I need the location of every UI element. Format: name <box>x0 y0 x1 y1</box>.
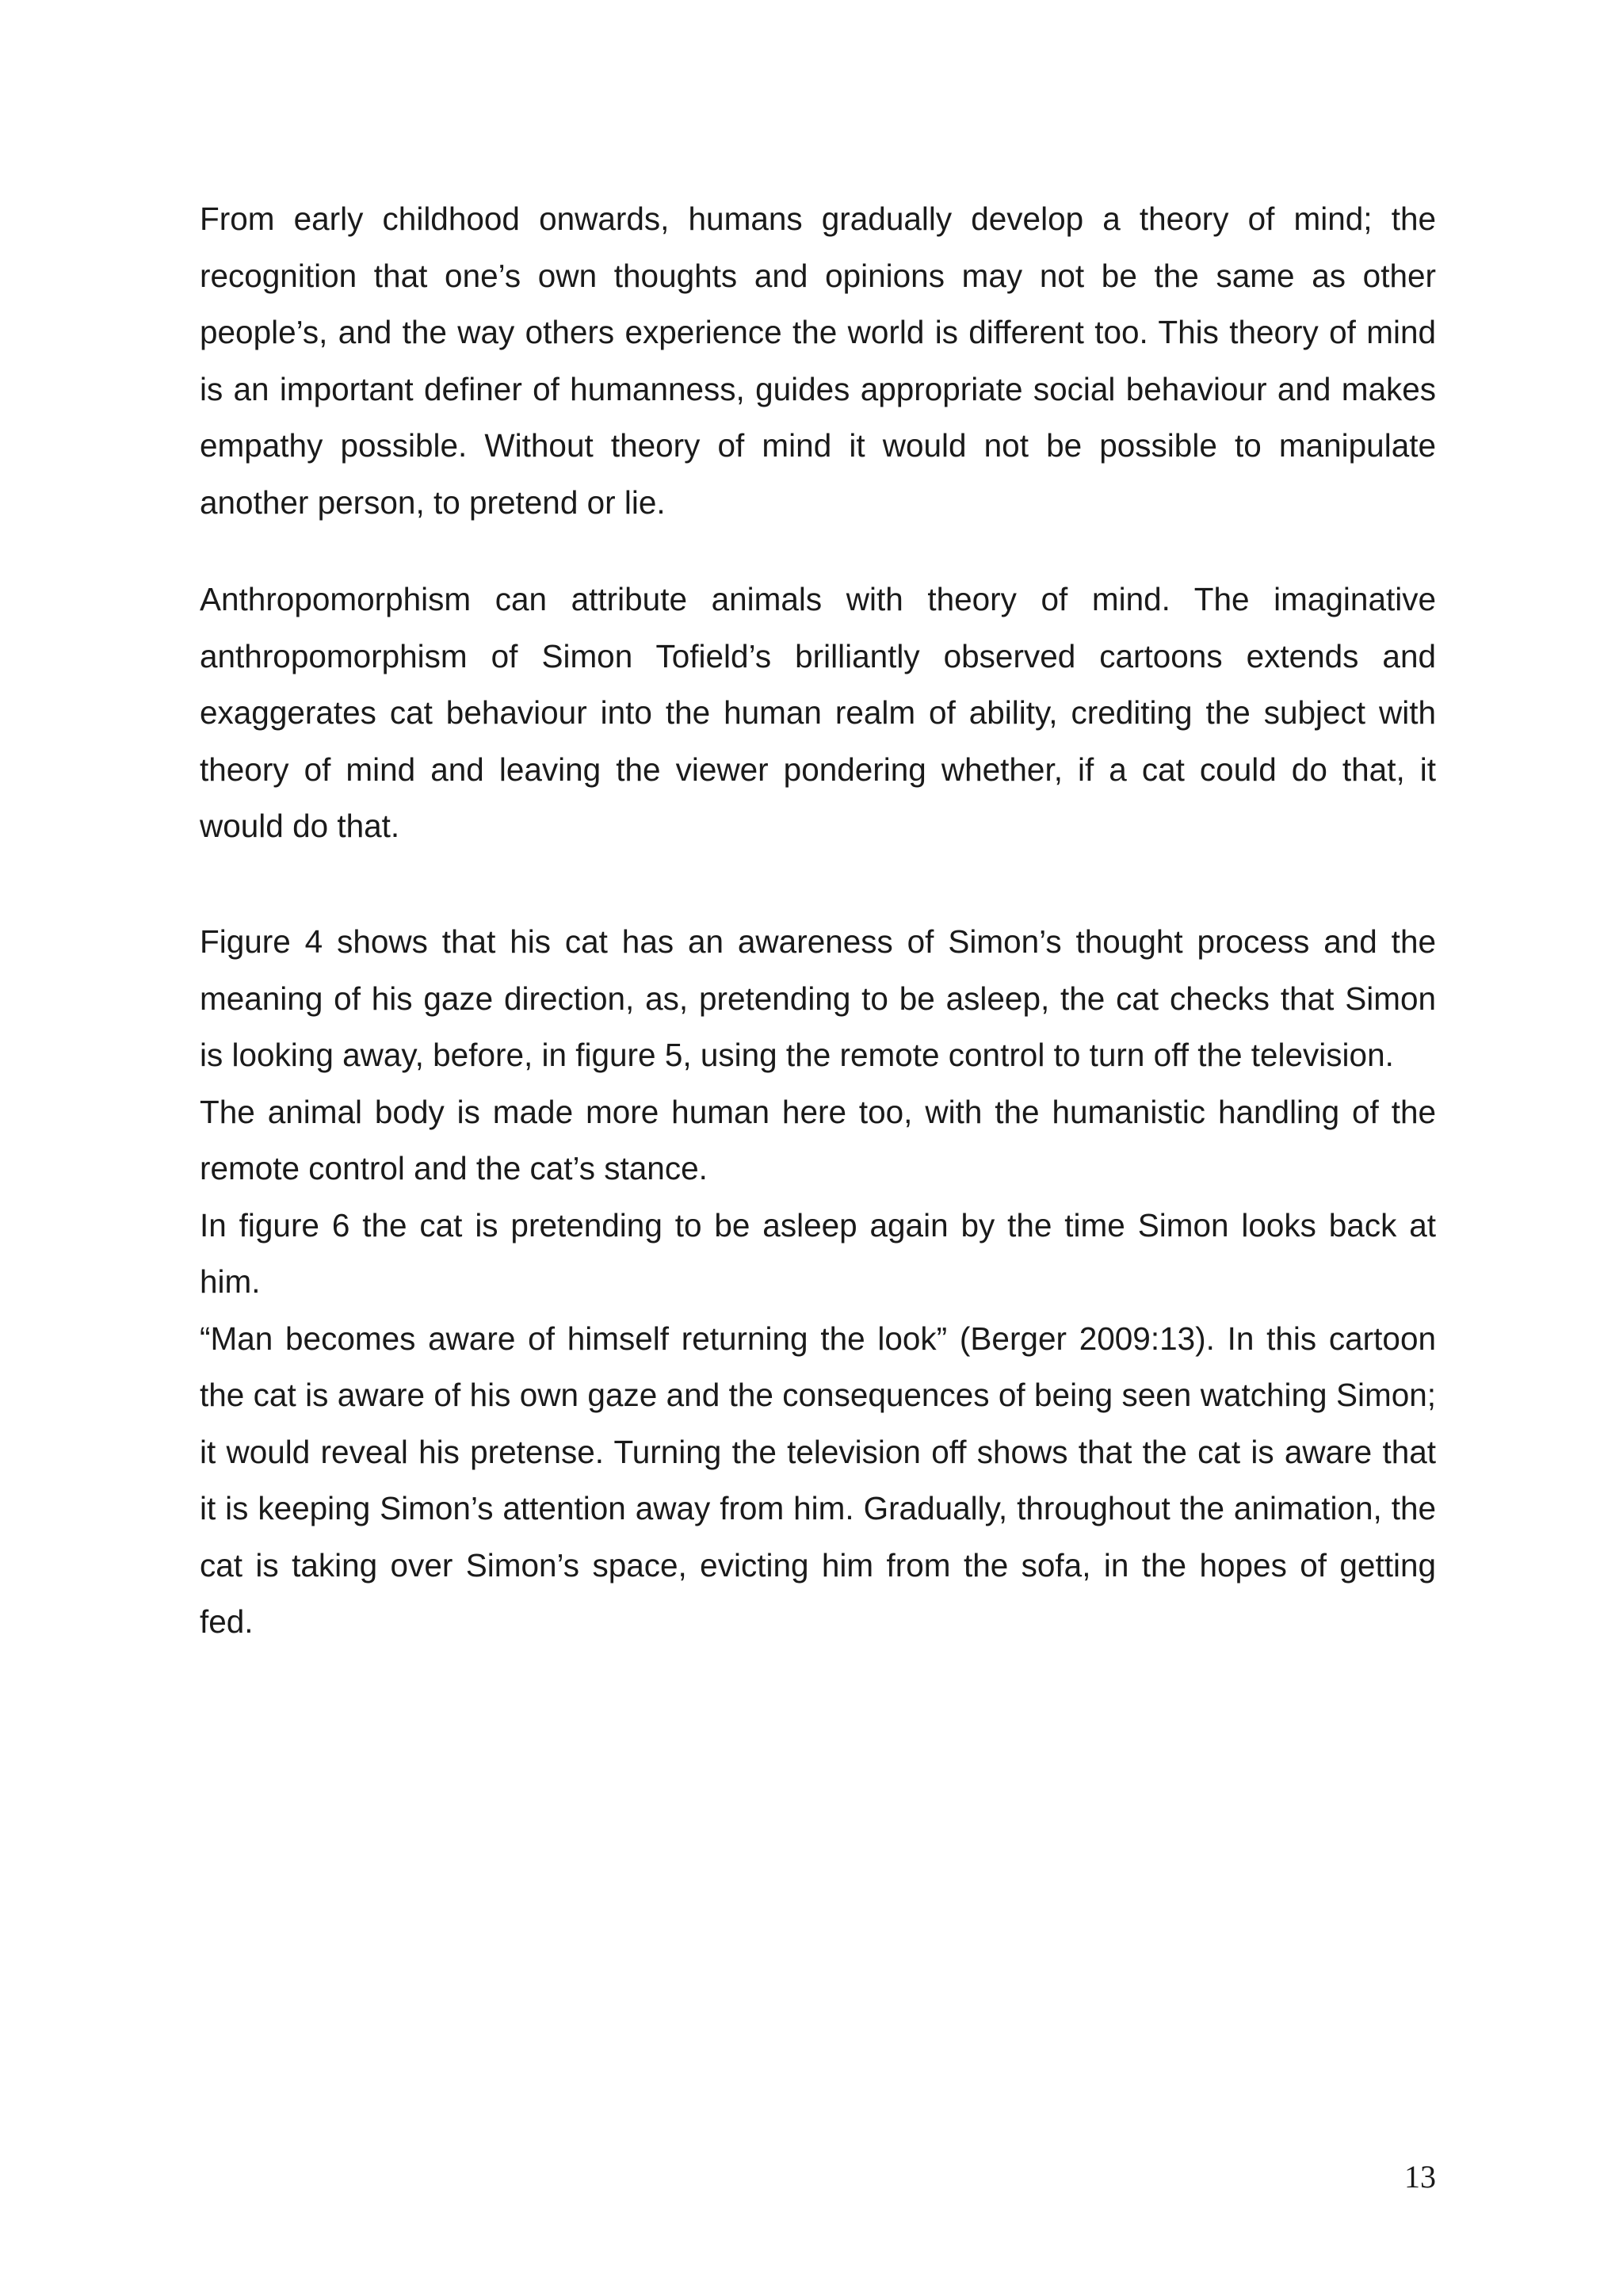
paragraph-figure-4: Figure 4 shows that his cat has an awareness of Simon’s thought process and the meaning of his gaze direction, as, pretending to be asleep, the cat checks that Simon is looking away, before, in figure 5, using the remote control to turn off the television. <box>200 923 1436 1073</box>
paragraph-anthropomorphism <box>200 571 1436 855</box>
paragraph-theory-of-mind <box>200 191 1436 531</box>
paragraph-text: Anthropomorphism can attribute animals with theory of mind. The imaginative anthropomorphism of Simon Tofield’s brilliantly observed cartoons extends and exaggerates cat behaviour into the human realm of ability, crediting the subject with theory of mind and leaving the viewer pondering whether, if a cat could do that, it would do that. <box>200 581 1436 844</box>
page-number: 13 <box>1404 2159 1436 2195</box>
paragraph-animal-body: The animal body is made more human here too, with the humanistic handling of the remote control and the cat’s stance. <box>200 1093 1436 1186</box>
paragraph-figure-6: In figure 6 the cat is pretending to be asleep again by the time Simon looks back at him. <box>200 1206 1436 1300</box>
paragraph-text: From early childhood onwards, humans gradually develop a theory of mind; the recognition that one’s own thoughts and opinions may not be the same as other people’s, and the way others experience the world is different too. This theory of mind is an important definer of humanness, guides appropriate social behaviour and makes empathy possible. Without theory of mind it would not be possible to manipulate another person, to pretend or lie. <box>200 201 1436 521</box>
figure-discussion-block <box>200 914 1436 1651</box>
paragraph-berger-quote: “Man becomes aware of himself returning the look” (Berger 2009:13). In this cartoon the cat is aware of his own gaze and the consequences of being seen watching Simon; it would reveal his pretense. Turning the television off shows that the cat is aware that it is keeping Simon’s attention away from him. Gradually, throughout the animation, the cat is taking over Simon’s space, evicting him from the sofa, in the hopes of getting fed. <box>200 1320 1436 1640</box>
